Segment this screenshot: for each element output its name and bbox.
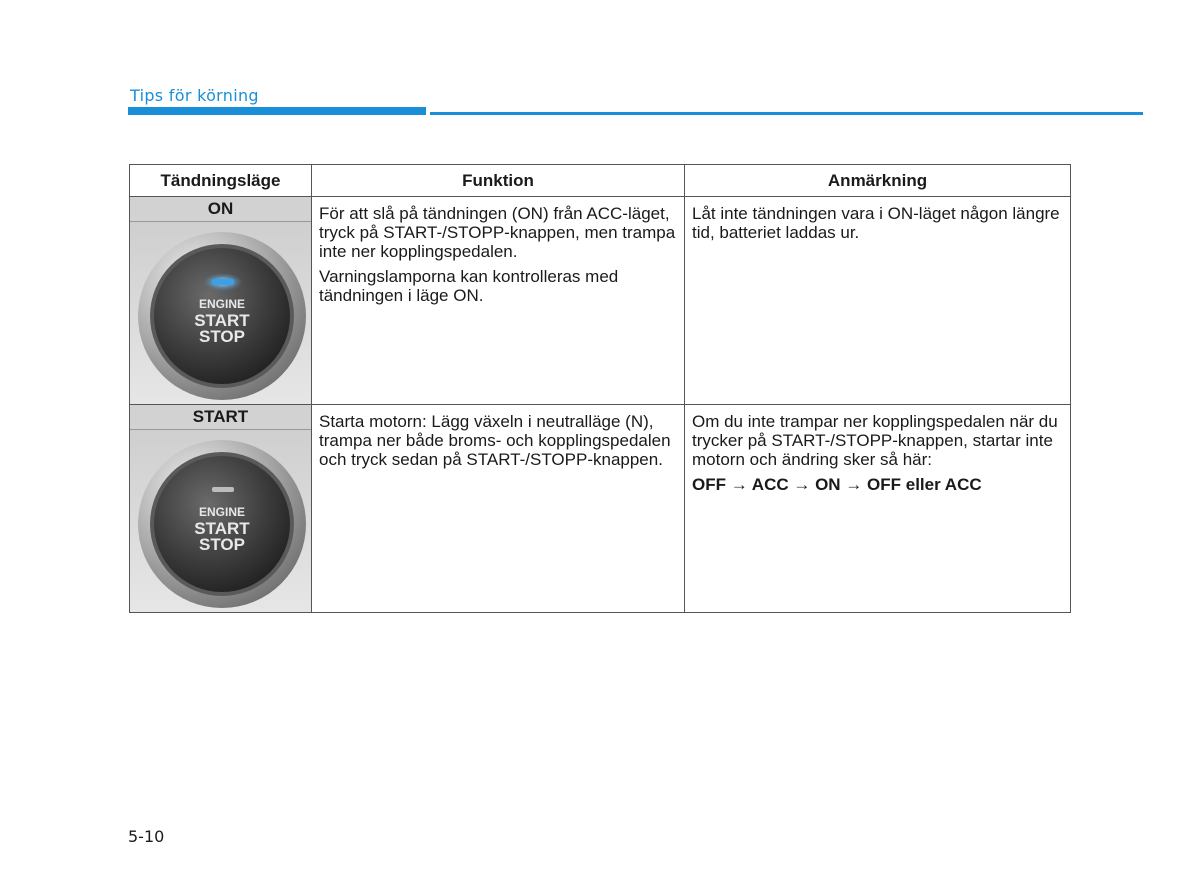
remark-paragraph: Om du inte trampar ner kopplingspedalen när du trycker på START-/STOPP-knappen, startar inte motorn och ändring sker så här: xyxy=(692,412,1058,469)
table-header-row xyxy=(130,165,1071,197)
button-text-start: START xyxy=(194,311,250,330)
header-rule-accent xyxy=(128,107,426,115)
position-label: ON xyxy=(130,197,311,222)
button-text-start: START xyxy=(194,519,250,538)
remark-cell xyxy=(685,197,1071,405)
ignition-table xyxy=(129,164,1071,613)
column-header-function: Funktion xyxy=(312,165,685,197)
column-header-remark: Anmärkning xyxy=(685,165,1071,197)
function-paragraph: För att slå på tändningen (ON) från ACC-läget, tryck på START-/STOPP-knappen, men trampa inte ner kopplingspedalen. xyxy=(319,204,676,261)
remark-cell xyxy=(685,405,1071,613)
table-row xyxy=(130,197,1071,405)
button-text-stop: STOP xyxy=(199,327,245,346)
engine-start-stop-button-image xyxy=(130,222,311,404)
section-title: Tips för körning xyxy=(130,86,259,105)
function-cell xyxy=(312,197,685,405)
position-cell xyxy=(130,197,312,405)
engine-button-icon xyxy=(130,222,310,404)
remark-paragraph: Låt inte tändningen vara i ON-läget någon längre tid, batteriet laddas ur. xyxy=(692,204,1060,242)
function-cell xyxy=(312,405,685,613)
engine-start-stop-button-image xyxy=(130,430,311,612)
table-row xyxy=(130,405,1071,613)
page-number: 5-10 xyxy=(128,827,165,846)
indicator-lamp xyxy=(212,279,234,285)
remark-sequence: OFF → ACC → ON → OFF eller ACC xyxy=(692,475,982,494)
function-paragraph: Varningslamporna kan kontrolleras med tändningen i läge ON. xyxy=(319,267,619,305)
button-text-engine: ENGINE xyxy=(198,505,246,519)
position-cell xyxy=(130,405,312,613)
indicator-lamp xyxy=(212,487,234,492)
button-text-engine: ENGINE xyxy=(198,297,246,311)
position-label: START xyxy=(130,405,311,430)
header-rule xyxy=(430,112,1143,115)
function-paragraph: Starta motorn: Lägg växeln i neutralläge (N), trampa ner både broms- och kopplingspedalen och tryck sedan på START-/STOPP-knappen. xyxy=(319,412,671,469)
button-text-stop: STOP xyxy=(199,535,245,554)
engine-button-icon xyxy=(130,430,310,612)
column-header-position: Tändningsläge xyxy=(130,165,312,197)
